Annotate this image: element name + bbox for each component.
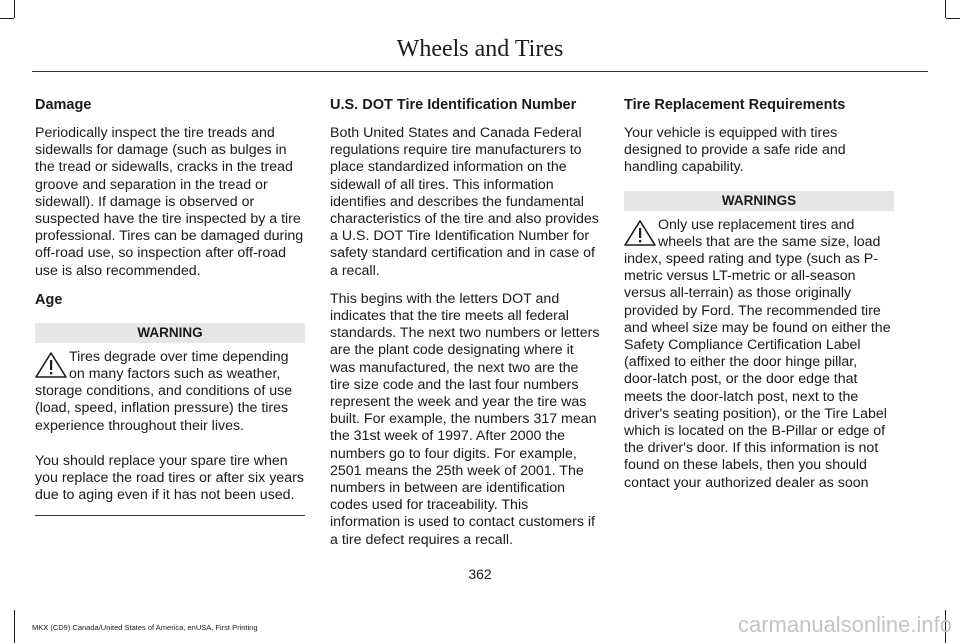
warnings-heading: WARNINGS (624, 191, 894, 211)
warning-text-2: You should replace your spare tire when you replace the road tires or after six years due to aging even if it has not been used. (35, 452, 304, 504)
warning-text-1: Tires degrade over time depending on many factors such as weather, storage conditions, and conditions of use (load, speed, inflation pressure) the tires experience throughout their lives. (35, 348, 293, 434)
age-heading: Age (35, 291, 63, 308)
dot-heading: U.S. DOT Tire Identification Number (330, 97, 577, 113)
column-middle (330, 96, 600, 560)
warning-box (35, 349, 305, 505)
warnings-text-1: Only use replacement tires and wheels that are the same size, load index, speed rating and type (such as P-metric versus LT-metric or all-season versus all-terrain) as those originally provided by Ford. The recommended tire and wheel size may be found on either the Safety Compliance Certification Label (affixed to either the door hinge pillar, door-latch post, or the door edge that meets the door-latch post, next to the driver's seating position), or the Tire Label which is located on the B-Pillar or edge of the driver's door. If this information is not found on these labels, then you should contact your authorized dealer as soon (624, 216, 891, 491)
crop-mark (945, 0, 946, 18)
warning-triangle-icon (624, 219, 658, 247)
crop-mark (946, 18, 960, 19)
replacement-heading: Tire Replacement Requirements (624, 97, 846, 113)
dot-text-1: Both United States and Canada Federal regulations require tire manufacturers to place standardized information on the sidewall of all tires. This information identifies and describes the fundamental characteristics of the tire and also provides a U.S. DOT Tire Identification Number for safety standard certification and in case of a recall. (330, 125, 599, 279)
column-right (624, 96, 894, 503)
footer-text: MKX (CD9) Canada/United States of America, enUSA, First Printing (32, 623, 258, 632)
replacement-text: Your vehicle is equipped with tires designed to provide a safe ride and handling capability. (624, 125, 846, 176)
crop-mark (14, 610, 15, 643)
damage-text: Periodically inspect the tire treads and sidewalls for damage (such as bulges in the tread or sidewalls, cracks in the tread groove and separation in the tread or sidewall). If damage is observed or suspected have the tire inspected by a tire professional. Tires can be damaged during off-road use, so inspection after off-road use is also recommended. (35, 125, 304, 279)
warnings-box (624, 217, 894, 492)
crop-mark (0, 18, 14, 19)
crop-mark (14, 0, 15, 18)
warning-triangle-icon (35, 351, 69, 379)
warning-heading: WARNING (35, 323, 305, 343)
page-title: Wheels and Tires (396, 36, 564, 62)
dot-text-2: This begins with the letters DOT and indicates that the tire meets all federal standards. The next two numbers or letters are the plant code designating where it was manufactured, the next two are the tire size code and the last four numbers represent the week and year the tire was built. For example, the numbers 317 mean the 31st week of 1997. After 2000 the numbers go to four digits. For example, 2501 means the 25th week of 2001. The numbers in between are identification codes used for traceability. This information is used to contact customers if a tire defect requires a recall. (330, 290, 600, 548)
header-rule (32, 71, 928, 72)
damage-heading: Damage (35, 97, 92, 113)
column-left (35, 96, 305, 516)
watermark: carmanualsonline.info (737, 612, 952, 637)
warning-end-rule (35, 515, 305, 516)
page-number: 362 (468, 566, 492, 582)
